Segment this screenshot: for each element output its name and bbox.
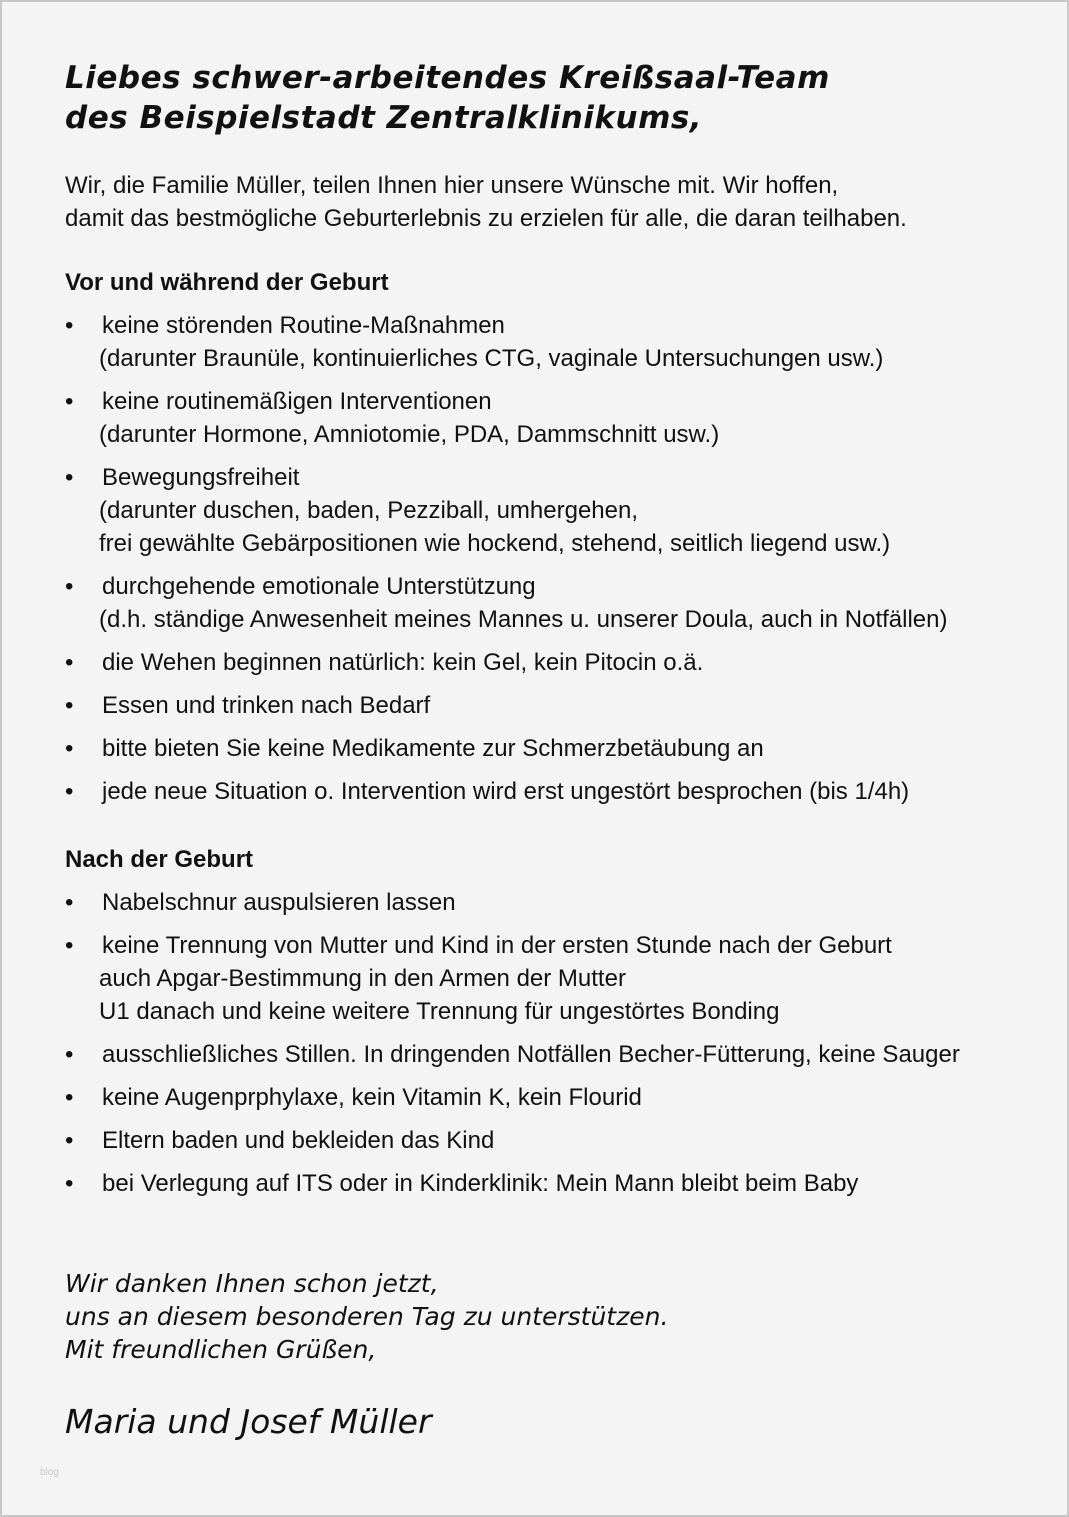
greeting-line: des Beispielstadt Zentralklinikums, (65, 100, 703, 136)
bullet-icon: • (65, 1084, 74, 1111)
list-item (65, 886, 960, 919)
list-item (65, 570, 948, 636)
item-text: durchgehende emotionale Unterstützung (102, 573, 536, 600)
list-item (65, 1167, 960, 1200)
bullet-icon: • (65, 649, 74, 676)
item-text: Nabelschnur auspulsieren lassen (102, 889, 456, 916)
list-item (65, 929, 960, 1028)
bullet-icon: • (65, 692, 74, 719)
item-text: Eltern baden und bekleiden das Kind (102, 1127, 495, 1154)
bullet-icon: • (65, 932, 74, 959)
list-item (65, 309, 948, 375)
item-text: keine störenden Routine-Maßnahmen (102, 312, 505, 339)
bullet-icon: • (65, 573, 74, 600)
closing (65, 1267, 668, 1366)
bullet-icon: • (65, 778, 74, 805)
item-detail: (darunter Hormone, Amniotomie, PDA, Dammschnitt usw.) (99, 421, 720, 448)
item-detail: frei gewählte Gebärpositionen wie hockend, stehend, seitlich liegend usw.) (99, 530, 891, 557)
bullet-icon: • (65, 464, 74, 491)
item-detail: auch Apgar-Bestimmung in den Armen der Mutter (99, 965, 626, 992)
list-item (65, 385, 948, 451)
item-detail: U1 danach und keine weitere Trennung für ungestörtes Bonding (99, 998, 780, 1025)
item-detail: (darunter Braunüle, kontinuierliches CTG, vaginale Untersuchungen usw.) (99, 345, 884, 372)
greeting-line: Liebes schwer-arbeitendes Kreißsaal-Team (65, 60, 830, 96)
bullet-icon: • (65, 1127, 74, 1154)
closing-line: Wir danken Ihnen schon jetzt, (65, 1269, 439, 1298)
signature: Maria und Josef Müller (65, 1402, 432, 1441)
item-text: ausschließliches Stillen. In dringenden Notfällen Becher-Fütterung, keine Sauger (102, 1041, 960, 1068)
item-text: bei Verlegung auf ITS oder in Kinderklinik: Mein Mann bleibt beim Baby (102, 1170, 859, 1197)
item-text: die Wehen beginnen natürlich: kein Gel, kein Pitocin o.ä. (102, 649, 704, 676)
list-item (65, 461, 948, 560)
greeting (65, 58, 830, 138)
list-item (65, 775, 948, 808)
section-heading: Nach der Geburt (65, 846, 254, 873)
bullet-icon: • (65, 889, 74, 916)
item-text: keine Augenprphylaxe, kein Vitamin K, kein Flourid (102, 1084, 642, 1111)
item-text: jede neue Situation o. Intervention wird erst ungestört besprochen (bis 1/4h) (102, 778, 910, 805)
closing-line: uns an diesem besonderen Tag zu unterstützen. (65, 1302, 669, 1331)
item-text: Bewegungsfreiheit (102, 464, 300, 491)
bullet-icon: • (65, 312, 74, 339)
list-item (65, 1124, 960, 1157)
list-item (65, 646, 948, 679)
intro-line: damit das bestmögliche Geburterlebnis zu erzielen für alle, die daran teilhaben. (65, 205, 907, 232)
intro-line: Wir, die Familie Müller, teilen Ihnen hier unsere Wünsche mit. Wir hoffen, (65, 172, 839, 199)
item-detail: (darunter duschen, baden, Pezziball, umhergehen, (99, 497, 639, 524)
list-item (65, 732, 948, 765)
list-item (65, 689, 948, 722)
bullet-icon: • (65, 1041, 74, 1068)
section-after-birth (65, 843, 960, 1210)
item-text: keine routinemäßigen Interventionen (102, 388, 492, 415)
list-item (65, 1038, 960, 1071)
section-heading: Vor und während der Geburt (65, 269, 389, 296)
list-item (65, 1081, 960, 1114)
item-detail: (d.h. ständige Anwesenheit meines Mannes u. unserer Doula, auch in Notfällen) (99, 606, 948, 633)
closing-line: Mit freundlichen Grüßen, (65, 1335, 377, 1364)
item-text: Essen und trinken nach Bedarf (102, 692, 431, 719)
item-text: keine Trennung von Mutter und Kind in der ersten Stunde nach der Geburt (102, 932, 892, 959)
item-text: bitte bieten Sie keine Medikamente zur Schmerzbetäubung an (102, 735, 764, 762)
watermark: blog (40, 1467, 59, 1478)
bullet-icon: • (65, 388, 74, 415)
intro-paragraph (65, 169, 907, 235)
bullet-icon: • (65, 735, 74, 762)
bullet-icon: • (65, 1170, 74, 1197)
section-before-birth (65, 266, 948, 818)
